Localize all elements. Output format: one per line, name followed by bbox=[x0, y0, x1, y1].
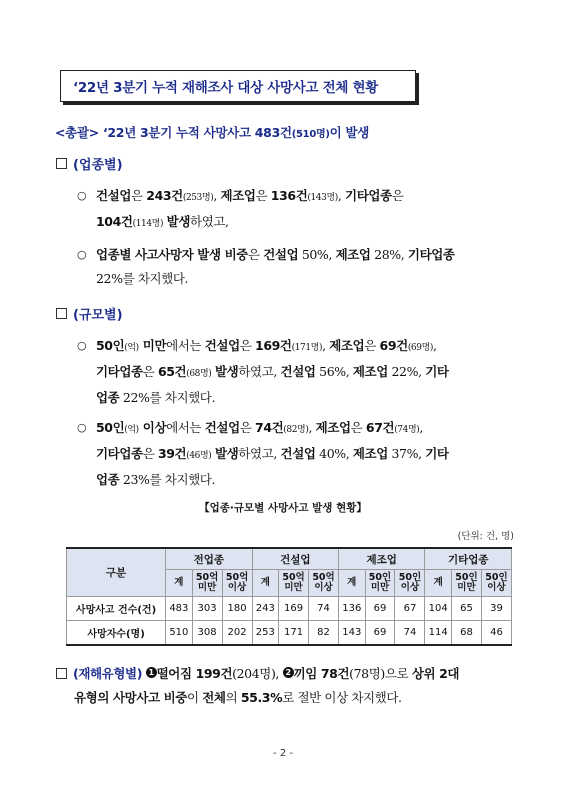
text-span: 제조업 bbox=[335, 247, 371, 262]
text-span: 은 bbox=[364, 338, 380, 353]
text-span: (69명) bbox=[407, 343, 433, 353]
text-span: (재해유형별) bbox=[73, 666, 143, 681]
bullet-circle-icon: ○ bbox=[77, 421, 87, 434]
sub-header: 50인 이상 bbox=[395, 570, 425, 597]
text-span: (143명) bbox=[307, 193, 338, 203]
text-span: 은 bbox=[142, 364, 158, 379]
table-corner-header: 구분 bbox=[67, 548, 166, 597]
table-caption: 【업종·규모별 사망사고 발생 현황】 bbox=[199, 502, 367, 514]
text-span: 에서는 bbox=[166, 338, 205, 353]
text-span: (510명) bbox=[291, 129, 330, 140]
text-span: 제조업 bbox=[352, 364, 388, 379]
text-span: 의 bbox=[225, 690, 241, 705]
text-span: 65건 bbox=[157, 364, 187, 379]
text-span: 건설업 bbox=[280, 446, 316, 461]
text-span: 은 bbox=[142, 446, 158, 461]
text-span: 제조업 bbox=[329, 338, 365, 353]
text-span: 74건 bbox=[255, 420, 284, 435]
text-span: 건설업 bbox=[96, 188, 132, 203]
text-span: (114명) bbox=[132, 219, 164, 229]
text-span: (171명) bbox=[291, 343, 323, 353]
table-cell: 104 bbox=[425, 597, 452, 621]
bullet-circle-icon: ○ bbox=[77, 189, 87, 202]
text-span: , bbox=[419, 420, 423, 435]
table-cell: 74 bbox=[395, 621, 425, 646]
table-cell: 303 bbox=[192, 597, 222, 621]
table-cell: 308 bbox=[192, 621, 222, 646]
table-row bbox=[67, 621, 512, 646]
sub-header: 50인 미만 bbox=[365, 570, 395, 597]
circled-number-icon: 1 bbox=[146, 667, 157, 678]
stats-table bbox=[66, 547, 512, 646]
table-cell: 46 bbox=[481, 621, 511, 646]
text-span: 업종 bbox=[96, 472, 120, 487]
text-span: (억) bbox=[124, 343, 139, 353]
table-cell: 180 bbox=[222, 597, 252, 621]
group-header: 건설업 bbox=[252, 548, 338, 570]
text-span: 발생 bbox=[214, 446, 239, 461]
sub-header: 계 bbox=[339, 570, 366, 597]
text-span: 제조업 bbox=[315, 420, 351, 435]
checkbox-square-icon bbox=[56, 158, 67, 169]
sub-header: 50억 미만 bbox=[279, 570, 309, 597]
text-span: 50%, bbox=[298, 247, 336, 262]
text-span: (46명) bbox=[186, 451, 212, 461]
text-span: 발생 bbox=[166, 214, 191, 229]
table-cell: 65 bbox=[451, 597, 481, 621]
table-cell: 143 bbox=[339, 621, 366, 646]
group-header: 기타업종 bbox=[425, 548, 512, 570]
table-cell: 67 bbox=[395, 597, 425, 621]
text-span: 건설업 bbox=[204, 338, 240, 353]
sub-header: 50억 미만 bbox=[192, 570, 222, 597]
size-bullet-1 bbox=[77, 334, 517, 410]
text-span: 22%, bbox=[387, 364, 426, 379]
table-cell: 69 bbox=[365, 597, 395, 621]
text-span: , bbox=[322, 338, 330, 353]
text-span: 기타업종 bbox=[96, 446, 143, 461]
table-cell: 483 bbox=[166, 597, 193, 621]
group-header: 제조업 bbox=[339, 548, 425, 570]
text-span: 22%를 차지했다. bbox=[96, 271, 189, 286]
table-cell: 69 bbox=[365, 621, 395, 646]
size-bullet-2 bbox=[77, 416, 517, 492]
table-cell: 136 bbox=[339, 597, 366, 621]
text-span: 67건 bbox=[365, 420, 395, 435]
checkbox-square-icon bbox=[56, 668, 67, 679]
text-span: , bbox=[432, 338, 437, 353]
text-span: 50인 bbox=[96, 338, 125, 353]
text-span: 발생 bbox=[214, 364, 239, 379]
text-span: 업종별 사고사망자 발생 비중 bbox=[96, 247, 248, 262]
text-span: 으로 bbox=[384, 666, 412, 681]
table-cell: 74 bbox=[309, 597, 339, 621]
text-span: 136건 bbox=[270, 188, 308, 203]
table-cell: 243 bbox=[252, 597, 279, 621]
text-span: , bbox=[337, 188, 346, 203]
table-cell: 39 bbox=[481, 597, 511, 621]
section-industry-heading bbox=[56, 154, 123, 173]
text-span: 은 bbox=[239, 338, 256, 353]
text-span: 이 발생 bbox=[329, 125, 370, 140]
text-span: , bbox=[213, 188, 221, 203]
text-span: 은 bbox=[350, 420, 366, 435]
circled-number-icon: 2 bbox=[283, 667, 294, 678]
text-span: 55.3% bbox=[240, 690, 283, 705]
table-cell: 171 bbox=[279, 621, 309, 646]
text-span: 에서는 bbox=[166, 420, 205, 435]
text-span: 22%를 차지했다. bbox=[119, 390, 216, 405]
page-number: - 2 - bbox=[273, 748, 293, 759]
text-span: 건설업 bbox=[263, 247, 299, 262]
text-span: 23%를 차지했다. bbox=[119, 472, 216, 487]
text-span: (68명) bbox=[186, 369, 212, 379]
text-span: (업종별) bbox=[73, 158, 123, 173]
text-span: 기타 bbox=[425, 446, 449, 461]
text-span: 이 bbox=[186, 690, 203, 705]
summary-line bbox=[55, 123, 369, 141]
text-span: 미만 bbox=[138, 338, 167, 353]
text-span: 39건 bbox=[157, 446, 187, 461]
text-span: 40%, bbox=[315, 446, 353, 461]
text-span: 로 절반 이상 차지했다. bbox=[282, 690, 402, 705]
text-span: 은 bbox=[239, 420, 256, 435]
text-span: 끼임 78건 bbox=[293, 666, 350, 681]
text-span: 상위 2대 bbox=[411, 666, 460, 681]
text-span: 104건 bbox=[96, 214, 133, 229]
text-span: 건설업 bbox=[280, 364, 316, 379]
text-span: 기타업종 bbox=[96, 364, 143, 379]
text-span: 28%, bbox=[370, 247, 408, 262]
table-cell: 114 bbox=[425, 621, 452, 646]
sub-header: 50인 이상 bbox=[481, 570, 511, 597]
text-span: (82명) bbox=[283, 425, 309, 435]
sub-header: 계 bbox=[252, 570, 279, 597]
text-span: ‘22년 3분기 누적 사망사고 483건 bbox=[98, 125, 292, 140]
text-span: 243건 bbox=[146, 188, 183, 203]
table-cell: 253 bbox=[252, 621, 279, 646]
table-row bbox=[67, 597, 512, 621]
text-span: , bbox=[308, 420, 316, 435]
industry-bullet-2 bbox=[77, 243, 517, 291]
text-span: (204명), bbox=[232, 666, 283, 681]
text-span: (규모별) bbox=[73, 308, 123, 323]
section-size-heading bbox=[56, 304, 123, 323]
table-unit: (단위: 건, 명) bbox=[457, 531, 514, 542]
table-cell: 510 bbox=[166, 621, 193, 646]
sub-header: 50억 이상 bbox=[309, 570, 339, 597]
bullet-circle-icon: ○ bbox=[77, 339, 87, 352]
table-cell: 202 bbox=[222, 621, 252, 646]
text-span: 유형의 사망사고 비중 bbox=[74, 690, 187, 705]
text-span: 50인 bbox=[96, 420, 125, 435]
text-span: 56%, bbox=[315, 364, 353, 379]
table-cell: 68 bbox=[451, 621, 481, 646]
text-span: 제조업 bbox=[352, 446, 388, 461]
text-span: (74명) bbox=[394, 425, 420, 435]
text-span: 기타업종 bbox=[407, 247, 455, 262]
industry-bullet-1 bbox=[77, 184, 517, 236]
text-span: 제조업 bbox=[220, 188, 256, 203]
table-cell: 169 bbox=[279, 597, 309, 621]
sub-header: 계 bbox=[166, 570, 193, 597]
text-span: 은 bbox=[131, 188, 147, 203]
text-span: 하였고, bbox=[238, 446, 281, 461]
text-span: 기타업종 bbox=[345, 188, 392, 203]
accident-type-paragraph bbox=[56, 662, 516, 710]
text-span: (억) bbox=[124, 425, 139, 435]
text-span: (253명) bbox=[182, 193, 214, 203]
sub-header: 50인 미만 bbox=[451, 570, 481, 597]
sub-header: 계 bbox=[425, 570, 452, 597]
text-span: 은 bbox=[255, 188, 271, 203]
text-span: 건설업 bbox=[204, 420, 240, 435]
text-span: 이상 bbox=[138, 420, 167, 435]
table-cell: 82 bbox=[309, 621, 339, 646]
text-span: (78명) bbox=[349, 666, 385, 681]
text-span: 기타 bbox=[425, 364, 449, 379]
text-span: 169건 bbox=[255, 338, 292, 353]
text-span: 떨어짐 199건 bbox=[156, 666, 233, 681]
sub-header: 50억 이상 bbox=[222, 570, 252, 597]
checkbox-square-icon bbox=[56, 308, 67, 319]
text-span: <총괄> bbox=[55, 125, 99, 140]
bullet-circle-icon: ○ bbox=[77, 248, 87, 261]
text-span: 69건 bbox=[379, 338, 408, 353]
text-span: 전체 bbox=[202, 690, 226, 705]
group-header: 전업종 bbox=[166, 548, 252, 570]
text-span: 업종 bbox=[96, 390, 120, 405]
text-span: 하였고, bbox=[190, 214, 229, 229]
text-span: 하였고, bbox=[238, 364, 281, 379]
text-span: 은 bbox=[247, 247, 264, 262]
row-label: 사망사고 건수(건) bbox=[67, 597, 166, 621]
text-span: 37%, bbox=[387, 446, 426, 461]
text-span: ‘22년 3분기 누적 재해조사 대상 사망사고 전체 현황 bbox=[73, 80, 378, 96]
text-span: 은 bbox=[391, 188, 404, 203]
page-title bbox=[60, 70, 416, 102]
row-label: 사망자수(명) bbox=[67, 621, 166, 646]
